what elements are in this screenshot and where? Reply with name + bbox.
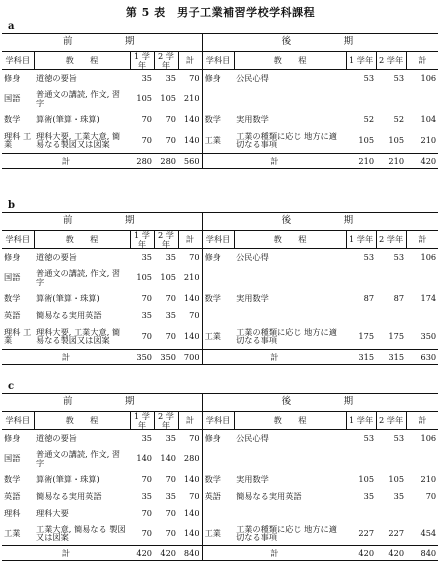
subject-header: 学科目 [2,231,34,249]
course-header: 教 程 [34,412,130,430]
course-cell: 工業の種類に応じ 地方に適切なる事項 [236,523,337,543]
year1-cell: 35 [363,490,375,501]
grand-total: 630 [406,350,438,365]
section-label: a [8,21,15,32]
total-cell: 454 [420,528,437,539]
total-header: 計 [406,231,438,249]
subject-cell: 理科 工業 [4,130,32,150]
year1-cell: 70 [141,135,152,146]
subject-cell [202,87,234,111]
subject-cell [202,505,234,522]
subject-header: 学科目 [202,52,234,70]
year1-cell [346,447,376,471]
course-cell: 道徳の要旨 [36,433,77,444]
section-label: c [8,381,15,392]
table-row [2,447,438,471]
grand-total: 840 [406,546,438,561]
subject-cell: 数学 [202,471,234,488]
total-cell: 70 [189,73,200,84]
subject-cell: 修身 [4,73,21,84]
total-cell: 210 [420,135,437,146]
year1-cell [346,307,376,324]
year1-cell [346,266,376,290]
course-cell: 公民心得 [236,252,269,263]
table-row [2,87,438,111]
total-row [2,546,438,561]
total-cell: 70 [425,490,437,501]
total-cell: 140 [183,113,200,124]
table-row [2,266,438,290]
course-header: 教 程 [234,52,346,70]
course-cell: 実用数学 [236,292,269,303]
total-cell: 70 [189,252,200,263]
subject-cell: 理科 工業 [4,326,32,346]
subject-cell: 修身 [4,252,21,263]
subject-cell: 英語 [4,490,21,501]
total-cell: 174 [420,292,437,303]
subject-header: 学科目 [202,412,234,430]
subject-header: 学科目 [202,231,234,249]
year2-total: 315 [376,350,406,365]
subject-cell: 国語 [4,453,21,464]
year1-cell: 227 [358,528,375,539]
year1-cell: 53 [363,433,375,444]
table-row [2,249,438,266]
total-cell: 140 [183,528,200,539]
course-cell [234,87,346,111]
year2-cell: 87 [393,292,405,303]
year1-total: 350 [130,350,154,365]
subject-cell: 国語 [4,272,21,283]
year1-cell [346,505,376,522]
year1-cell: 70 [141,331,152,342]
year2-cell: 175 [388,331,405,342]
table-row [2,471,438,488]
table-row [2,111,438,128]
section-c [2,380,438,561]
year2-cell: 70 [165,135,176,146]
subject-cell: 国語 [4,93,21,104]
subject-cell [202,307,234,324]
subject-cell: 修身 [202,430,234,447]
course-header: 教 程 [34,52,130,70]
year1-cell: 52 [363,113,375,124]
course-cell: 工業の種類に応じ 地方に適切なる事項 [236,130,337,150]
total-cell: 140 [183,292,200,303]
year1-cell: 140 [136,453,152,464]
course-cell: 簡易なる実用英語 [236,490,302,501]
curriculum-table [2,33,438,169]
year2-cell: 52 [393,113,405,124]
year2-total: 420 [376,546,406,561]
year2-cell [376,307,406,324]
total-label: 計 [202,154,346,169]
course-cell: 算術(筆算・珠算) [36,113,100,124]
year2-cell: 53 [393,73,405,84]
total-cell: 106 [420,433,437,444]
table-row [2,488,438,505]
year1-total: 315 [346,350,376,365]
year1-cell: 105 [136,272,152,283]
year2-cell: 35 [165,252,176,263]
total-header: 計 [178,52,202,70]
section-b [2,199,438,365]
year1-cell: 35 [141,252,152,263]
course-cell: 道徳の要旨 [36,252,77,263]
year1-cell: 175 [358,331,375,342]
year2-cell: 53 [393,433,405,444]
year1-header: 1 学年 [130,231,154,249]
total-label: 計 [2,350,130,365]
year2-cell: 105 [388,473,405,484]
section-a [2,20,438,169]
year1-cell: 70 [141,507,152,518]
year1-cell: 70 [141,473,152,484]
total-cell: 210 [183,93,200,104]
zenki-header: 前 期 [2,394,202,412]
subject-cell: 数学 [202,111,234,128]
year2-total: 420 [154,546,178,561]
year2-cell: 105 [160,93,176,104]
subject-cell: 工業 [202,128,234,154]
total-cell: 140 [183,135,200,146]
subject-cell: 数学 [4,473,21,484]
total-cell [406,505,438,522]
year2-cell [376,266,406,290]
year1-cell: 70 [141,528,152,539]
subject-cell: 修身 [4,433,21,444]
course-cell [234,266,346,290]
course-cell [234,505,346,522]
subject-cell: 修身 [202,70,234,87]
course-header: 教 程 [234,231,346,249]
course-cell: 公民心得 [236,433,269,444]
total-header: 計 [406,52,438,70]
total-label: 計 [2,546,130,561]
course-cell: 理科大要, 工業大意, 簡易なる製図又は図案 [36,130,121,150]
subject-cell: 工業 [202,522,234,546]
course-cell: 普通文の講読, 作文, 習字 [36,449,121,468]
table-row [2,430,438,447]
year1-cell: 35 [141,73,152,84]
total-label: 計 [2,154,130,169]
subject-cell: 英語 [202,488,234,505]
total-cell: 70 [189,309,200,320]
subject-cell [202,447,234,471]
table-row [2,290,438,307]
year2-header: 2 学年 [154,412,178,430]
grand-total: 420 [406,154,438,169]
total-cell: 350 [420,331,437,342]
course-cell: 実用数学 [236,113,269,124]
total-cell: 210 [420,473,437,484]
year2-cell: 35 [393,490,405,501]
year2-header: 2 学年 [154,231,178,249]
course-cell: 簡易なる実用英語 [36,490,102,501]
year2-header: 2 学年 [376,231,406,249]
total-label: 計 [202,350,346,365]
course-cell: 算術(筆算・珠算) [36,292,100,303]
year2-cell: 35 [165,73,176,84]
subject-cell: 理科 [4,507,21,518]
year2-header: 2 学年 [376,52,406,70]
year1-cell [346,87,376,111]
year2-cell: 70 [165,473,176,484]
year2-cell: 105 [388,135,405,146]
year2-cell: 35 [165,309,176,320]
total-label: 計 [202,546,346,561]
table-row [2,128,438,154]
total-row [2,154,438,169]
year1-cell: 105 [358,473,375,484]
total-cell: 70 [189,490,200,501]
year1-cell: 70 [141,292,152,303]
grand-total: 560 [178,154,202,169]
year1-header: 1 学年 [346,412,376,430]
total-cell: 140 [183,507,200,518]
subject-cell: 数学 [4,113,21,124]
total-cell: 70 [189,433,200,444]
total-cell [406,447,438,471]
course-header: 教 程 [34,231,130,249]
year2-cell: 70 [165,331,176,342]
table-row [2,505,438,522]
year1-cell: 87 [363,292,375,303]
total-row [2,350,438,365]
year1-total: 420 [346,546,376,561]
year2-cell: 70 [165,528,176,539]
total-cell [406,307,438,324]
period-header-row [2,213,438,231]
year2-header: 2 学年 [376,412,406,430]
column-header-row [2,52,438,70]
table-row [2,324,438,350]
course-cell: 簡易なる実用英語 [36,309,102,320]
total-header: 計 [178,231,202,249]
table-row [2,70,438,87]
subject-cell: 修身 [202,249,234,266]
course-cell: 理科大要, 工業大意, 簡易なる製図又は図案 [36,326,121,346]
total-cell: 210 [183,272,200,283]
subject-cell: 数学 [4,292,21,303]
course-cell [234,447,346,471]
year1-total: 420 [130,546,154,561]
year2-cell [376,505,406,522]
course-cell: 理科大要 [36,507,69,518]
year2-cell: 35 [165,433,176,444]
year1-cell: 53 [363,73,375,84]
year1-cell: 35 [141,309,152,320]
year2-cell [376,447,406,471]
table-row [2,307,438,324]
year2-cell: 53 [393,252,405,263]
course-cell: 算術(筆算・珠算) [36,473,100,484]
section-label: b [8,200,15,211]
subject-header: 学科目 [2,412,34,430]
grand-total: 700 [178,350,202,365]
year2-cell: 140 [160,453,176,464]
total-cell: 140 [183,473,200,484]
curriculum-table [2,212,438,365]
year2-cell [376,87,406,111]
period-header-row [2,394,438,412]
course-header: 教 程 [234,412,346,430]
course-cell: 公民心得 [236,73,269,84]
total-cell [406,266,438,290]
total-cell: 106 [420,252,437,263]
column-header-row [2,231,438,249]
zenki-header: 前 期 [2,34,202,52]
table-title: 第 5 表 男子工業補習学校学科課程 [125,6,316,19]
year1-cell: 105 [358,135,375,146]
year1-total: 280 [130,154,154,169]
total-cell: 104 [420,113,437,124]
total-cell [406,87,438,111]
grand-total: 840 [178,546,202,561]
year1-total: 210 [346,154,376,169]
year1-cell: 35 [141,433,152,444]
year1-header: 1 学年 [346,231,376,249]
zenki-header: 前 期 [2,213,202,231]
course-cell [234,307,346,324]
year2-cell: 70 [165,113,176,124]
year1-header: 1 学年 [346,52,376,70]
subject-cell: 英語 [4,309,21,320]
subject-cell: 工業 [202,324,234,350]
total-header: 計 [178,412,202,430]
course-cell: 工業大意, 簡易なる 製図又は図案 [36,523,126,543]
year2-cell: 35 [165,490,176,501]
year2-total: 280 [154,154,178,169]
year1-cell: 35 [141,490,152,501]
course-cell: 実用数学 [236,473,269,484]
year1-header: 1 学年 [130,412,154,430]
year2-cell: 70 [165,292,176,303]
course-cell: 工業の種類に応じ 地方に適切なる事項 [236,326,337,346]
year1-header: 1 学年 [130,52,154,70]
period-header-row [2,34,438,52]
year2-header: 2 学年 [154,52,178,70]
year2-total: 350 [154,350,178,365]
subject-header: 学科目 [2,52,34,70]
kouki-header: 後 期 [202,34,438,52]
course-cell: 普通文の講読, 作文, 習字 [36,89,121,108]
year1-cell: 105 [136,93,152,104]
kouki-header: 後 期 [202,394,438,412]
year2-cell: 105 [160,272,176,283]
total-header: 計 [406,412,438,430]
total-cell: 280 [183,453,200,464]
subject-cell [202,266,234,290]
total-cell: 106 [420,73,437,84]
year2-cell: 70 [165,507,176,518]
subject-cell: 数学 [202,290,234,307]
year2-cell: 227 [388,528,405,539]
year2-total: 210 [376,154,406,169]
year1-cell: 70 [141,113,152,124]
course-cell: 道徳の要旨 [36,73,77,84]
kouki-header: 後 期 [202,213,438,231]
table-row [2,522,438,546]
course-cell: 普通文の講読, 作文, 習字 [36,268,121,287]
total-cell: 140 [183,331,200,342]
subject-cell: 工業 [4,528,21,539]
column-header-row [2,412,438,430]
curriculum-table [2,393,438,561]
year1-cell: 53 [363,252,375,263]
